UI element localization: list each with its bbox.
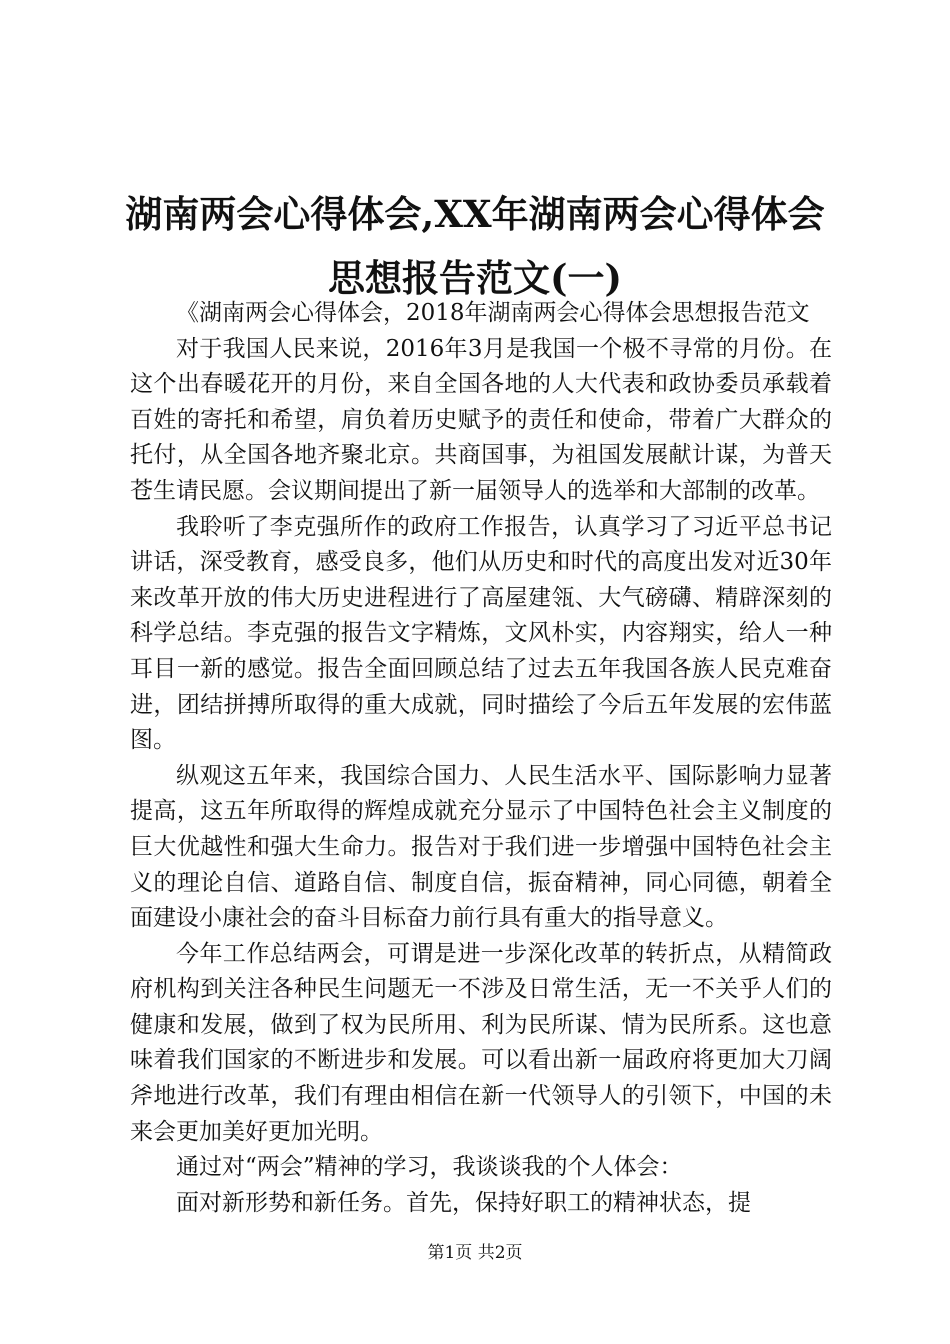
document-body	[130, 296, 832, 1221]
paragraph-5: 通过对“两会”精神的学习，我谈谈我的个人体会：	[176, 1154, 683, 1181]
paragraph-1: 对于我国人民来说，2016年3月是我国一个极不寻常的月份。在这个出春暖花开的月份，来自全国各地的人大代表和政协委员承载着百姓的寄托和希望，肩负着历史赋予的责任和使命，带着广大群众的托付，从全国各地齐聚北京。共商国事，为祖国发展献计谋，为普天苍生请民愿。会议期间提出了新一届领导人的选举和大部制的改革。	[130, 335, 832, 504]
paragraph-3: 纵观这五年来，我国综合国力、人民生活水平、国际影响力显著提高，这五年所取得的辉煌成就充分显示了中国特色社会主义制度的巨大优越性和强大生命力。报告对于我们进一步增强中国特色社会主义的理论自信、道路自信、制度自信，振奋精神，同心同德，朝着全面建设小康社会的奋斗目标奋力前行具有重大的指导意义。	[130, 762, 832, 932]
paragraph-2: 我聆听了李克强所作的政府工作报告，认真学习了习近平总书记讲话，深受教育，感受良多，他们从历史和时代的高度出发对近30年来改革开放的伟大历史进程进行了高屋建瓴、大气磅礴、精辟深刻的科学总结。李克强的报告文字精炼，文风朴实，内容翔实，给人一种耳目一新的感觉。报告全面回顾总结了过去五年我国各族人民克难奋进，团结拼搏所取得的重大成就，同时描绘了今后五年发展的宏伟蓝图。	[130, 513, 832, 754]
paragraph-6: 面对新形势和新任务。首先，保持好职工的精神状态，提	[176, 1189, 751, 1216]
page-number-footer: 第1页 共2页	[427, 1243, 523, 1263]
paragraph-intro: 《湖南两会心得体会，2018年湖南两会心得体会思想报告范文	[176, 300, 810, 326]
document-title: 湖南两会心得体会,XX年湖南两会心得体会思想报告范文(一)	[125, 192, 825, 300]
paragraph-4: 今年工作总结两会，可谓是进一步深化改革的转折点，从精简政府机构到关注各种民生问题无一不涉及日常生活，无一不关乎人们的健康和发展，做到了权为民所用、利为民所谋、情为民所系。这也意味着我们国家的不断进步和发展。可以看出新一届政府将更加大刀阔斧地进行改革，我们有理由相信在新一代领导人的引领下，中国的未来会更加美好更加光明。	[130, 940, 832, 1145]
